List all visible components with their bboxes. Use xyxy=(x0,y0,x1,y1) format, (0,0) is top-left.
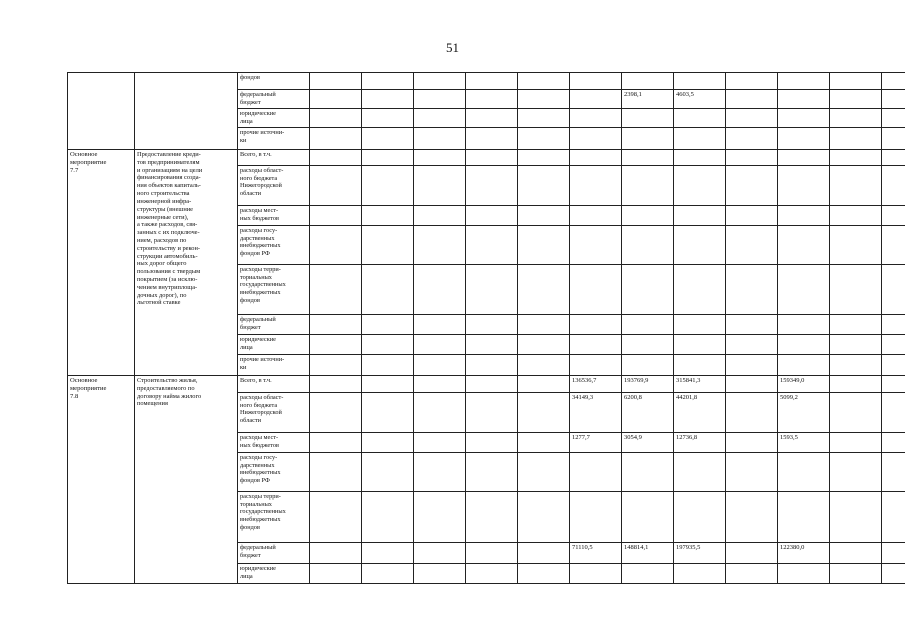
value-cell xyxy=(414,453,466,492)
value-cell xyxy=(518,564,570,584)
value-cell xyxy=(414,73,466,90)
value-cell xyxy=(518,265,570,315)
value-cell xyxy=(518,376,570,393)
value-cell xyxy=(466,492,518,543)
value-cell xyxy=(414,206,466,226)
value-cell xyxy=(310,376,362,393)
funding-source: Всего, в т.ч. xyxy=(238,150,310,166)
value-cell xyxy=(622,128,674,150)
value-cell xyxy=(362,433,414,453)
value-cell xyxy=(310,109,362,128)
value-cell xyxy=(882,150,905,166)
funding-source: федеральный бюджет xyxy=(238,543,310,564)
measure-description xyxy=(135,73,238,150)
measure-label xyxy=(68,73,135,150)
value-cell xyxy=(570,265,622,315)
value-cell xyxy=(414,109,466,128)
measure-description: Предоставление креди- тов предпринимателям и организациям на цели финансирования созда- ния объектов капиталь- ного строительства инженерной инфра- структуры (внешние инженерные сети), а также расходов, свя- занных с их подключе- нием, расходов по строительству и рекон- струкции автомобиль- ных дорог общего пользования с твердым покрытием (за исклю- чением внутриплоща- дочных дорог), по льготной ставке xyxy=(135,150,238,376)
value-cell xyxy=(310,150,362,166)
value-cell xyxy=(778,265,830,315)
value-cell xyxy=(726,543,778,564)
funding-source: федеральный бюджет xyxy=(238,315,310,335)
value-cell xyxy=(310,166,362,206)
value-cell xyxy=(830,166,882,206)
value-cell xyxy=(674,335,726,355)
value-cell xyxy=(882,265,905,315)
value-cell xyxy=(362,453,414,492)
value-cell xyxy=(466,315,518,335)
value-cell xyxy=(414,433,466,453)
value-cell xyxy=(622,453,674,492)
value-cell xyxy=(518,492,570,543)
value-cell xyxy=(518,335,570,355)
value-cell: 34149,3 xyxy=(570,393,622,433)
value-cell xyxy=(570,335,622,355)
value-cell xyxy=(570,150,622,166)
value-cell xyxy=(882,355,905,376)
value-cell xyxy=(830,226,882,265)
value-cell xyxy=(518,90,570,109)
value-cell xyxy=(882,376,905,393)
value-cell xyxy=(466,166,518,206)
value-cell xyxy=(362,315,414,335)
value-cell xyxy=(778,564,830,584)
value-cell xyxy=(622,166,674,206)
value-cell xyxy=(830,492,882,543)
funding-source: Всего, в т.ч. xyxy=(238,376,310,393)
value-cell xyxy=(466,90,518,109)
value-cell xyxy=(830,206,882,226)
value-cell xyxy=(778,315,830,335)
funding-source: расходы терри- ториальных государственных внебюджетных фондов xyxy=(238,492,310,543)
value-cell xyxy=(726,393,778,433)
value-cell xyxy=(674,564,726,584)
value-cell xyxy=(466,150,518,166)
value-cell xyxy=(882,166,905,206)
value-cell xyxy=(310,90,362,109)
value-cell xyxy=(570,73,622,90)
value-cell xyxy=(674,206,726,226)
value-cell xyxy=(362,265,414,315)
value-cell: 44201,8 xyxy=(674,393,726,433)
funding-source: прочие источни- ки xyxy=(238,355,310,376)
value-cell xyxy=(830,393,882,433)
value-cell xyxy=(414,90,466,109)
value-cell xyxy=(882,564,905,584)
value-cell xyxy=(362,543,414,564)
value-cell xyxy=(570,109,622,128)
value-cell xyxy=(414,150,466,166)
value-cell xyxy=(310,492,362,543)
value-cell xyxy=(778,335,830,355)
funding-source: расходы госу- дарственных внебюджетных фондов РФ xyxy=(238,226,310,265)
funding-source: прочие источни- ки xyxy=(238,128,310,150)
value-cell xyxy=(362,393,414,433)
value-cell xyxy=(674,166,726,206)
value-cell xyxy=(518,166,570,206)
value-cell xyxy=(310,265,362,315)
value-cell xyxy=(466,73,518,90)
value-cell xyxy=(362,335,414,355)
value-cell xyxy=(830,543,882,564)
value-cell: 4603,5 xyxy=(674,90,726,109)
value-cell xyxy=(622,226,674,265)
value-cell xyxy=(570,128,622,150)
value-cell xyxy=(778,492,830,543)
funding-source: расходы мест- ных бюджетов xyxy=(238,433,310,453)
value-cell xyxy=(518,433,570,453)
value-cell xyxy=(570,453,622,492)
value-cell xyxy=(778,166,830,206)
value-cell xyxy=(310,335,362,355)
value-cell xyxy=(778,226,830,265)
value-cell xyxy=(726,109,778,128)
value-cell xyxy=(362,109,414,128)
value-cell xyxy=(570,492,622,543)
value-cell xyxy=(362,150,414,166)
value-cell xyxy=(830,90,882,109)
value-cell xyxy=(674,492,726,543)
value-cell xyxy=(830,73,882,90)
value-cell xyxy=(726,265,778,315)
value-cell xyxy=(466,128,518,150)
value-cell xyxy=(518,453,570,492)
value-cell: 136536,7 xyxy=(570,376,622,393)
value-cell xyxy=(778,128,830,150)
value-cell xyxy=(570,206,622,226)
value-cell xyxy=(778,355,830,376)
value-cell xyxy=(830,109,882,128)
value-cell xyxy=(622,73,674,90)
value-cell xyxy=(674,453,726,492)
value-cell xyxy=(674,226,726,265)
value-cell xyxy=(310,128,362,150)
value-cell xyxy=(362,492,414,543)
value-cell xyxy=(778,206,830,226)
value-cell xyxy=(830,128,882,150)
value-cell xyxy=(622,335,674,355)
value-cell xyxy=(726,73,778,90)
measure-description: Строительство жилья, предоставляемого по договору найма жилого помещения xyxy=(135,376,238,584)
value-cell xyxy=(310,393,362,433)
value-cell xyxy=(518,355,570,376)
value-cell xyxy=(622,265,674,315)
value-cell xyxy=(778,109,830,128)
value-cell xyxy=(466,335,518,355)
value-cell xyxy=(622,206,674,226)
value-cell xyxy=(882,315,905,335)
value-cell xyxy=(674,73,726,90)
table-row xyxy=(68,150,905,166)
value-cell xyxy=(362,376,414,393)
value-cell xyxy=(674,109,726,128)
value-cell xyxy=(882,492,905,543)
value-cell xyxy=(882,433,905,453)
value-cell xyxy=(726,128,778,150)
value-cell: 3054,9 xyxy=(622,433,674,453)
value-cell xyxy=(414,393,466,433)
value-cell xyxy=(726,90,778,109)
value-cell xyxy=(466,376,518,393)
value-cell xyxy=(414,265,466,315)
value-cell: 193769,9 xyxy=(622,376,674,393)
value-cell xyxy=(518,109,570,128)
value-cell xyxy=(882,73,905,90)
value-cell xyxy=(414,564,466,584)
value-cell xyxy=(466,226,518,265)
value-cell xyxy=(882,543,905,564)
value-cell xyxy=(622,109,674,128)
value-cell xyxy=(466,543,518,564)
value-cell xyxy=(882,453,905,492)
value-cell xyxy=(570,166,622,206)
page-number: 51 xyxy=(446,40,459,55)
value-cell xyxy=(830,564,882,584)
value-cell xyxy=(414,335,466,355)
value-cell xyxy=(882,335,905,355)
value-cell: 148814,1 xyxy=(622,543,674,564)
value-cell xyxy=(570,355,622,376)
value-cell xyxy=(414,543,466,564)
value-cell xyxy=(362,90,414,109)
value-cell xyxy=(778,150,830,166)
value-cell xyxy=(466,206,518,226)
value-cell xyxy=(414,492,466,543)
measure-label: Основное мероприятие 7.7 xyxy=(68,150,135,376)
value-cell xyxy=(830,433,882,453)
value-cell xyxy=(674,265,726,315)
value-cell xyxy=(466,109,518,128)
value-cell xyxy=(830,376,882,393)
value-cell: 159349,0 xyxy=(778,376,830,393)
value-cell xyxy=(882,128,905,150)
value-cell xyxy=(882,90,905,109)
value-cell xyxy=(570,226,622,265)
value-cell xyxy=(726,564,778,584)
value-cell xyxy=(310,564,362,584)
funding-source: юридические лица xyxy=(238,564,310,584)
value-cell xyxy=(310,453,362,492)
value-cell xyxy=(674,150,726,166)
value-cell xyxy=(830,150,882,166)
value-cell xyxy=(726,335,778,355)
value-cell xyxy=(414,128,466,150)
table-row xyxy=(68,376,905,393)
value-cell xyxy=(466,564,518,584)
value-cell xyxy=(466,393,518,433)
value-cell xyxy=(362,564,414,584)
value-cell xyxy=(518,206,570,226)
value-cell xyxy=(622,355,674,376)
funding-source: расходы област- ного бюджета Нижегородской области xyxy=(238,166,310,206)
value-cell: 1593,5 xyxy=(778,433,830,453)
value-cell: 5099,2 xyxy=(778,393,830,433)
value-cell xyxy=(414,376,466,393)
table-row xyxy=(68,73,905,90)
value-cell xyxy=(778,90,830,109)
value-cell xyxy=(726,376,778,393)
value-cell xyxy=(362,206,414,226)
funding-source: расходы мест- ных бюджетов xyxy=(238,206,310,226)
value-cell xyxy=(310,543,362,564)
value-cell: 122380,0 xyxy=(778,543,830,564)
value-cell xyxy=(674,355,726,376)
value-cell xyxy=(622,315,674,335)
value-cell xyxy=(310,206,362,226)
value-cell xyxy=(882,226,905,265)
funding-source: федеральный бюджет xyxy=(238,90,310,109)
value-cell xyxy=(310,355,362,376)
value-cell xyxy=(830,355,882,376)
value-cell xyxy=(882,206,905,226)
value-cell xyxy=(726,315,778,335)
value-cell xyxy=(466,265,518,315)
value-cell xyxy=(726,150,778,166)
value-cell: 315841,3 xyxy=(674,376,726,393)
funding-source: юридические лица xyxy=(238,109,310,128)
value-cell xyxy=(466,453,518,492)
value-cell xyxy=(830,315,882,335)
value-cell xyxy=(518,226,570,265)
funding-source: юридические лица xyxy=(238,335,310,355)
value-cell xyxy=(362,166,414,206)
value-cell xyxy=(518,150,570,166)
value-cell: 1277,7 xyxy=(570,433,622,453)
value-cell xyxy=(362,226,414,265)
value-cell xyxy=(414,226,466,265)
value-cell xyxy=(778,73,830,90)
funding-source: расходы терри- ториальных государственных внебюджетных фондов xyxy=(238,265,310,315)
value-cell: 6200,8 xyxy=(622,393,674,433)
value-cell xyxy=(310,433,362,453)
value-cell xyxy=(622,492,674,543)
value-cell xyxy=(414,315,466,335)
value-cell xyxy=(726,226,778,265)
value-cell xyxy=(466,355,518,376)
value-cell xyxy=(882,109,905,128)
value-cell xyxy=(726,166,778,206)
value-cell xyxy=(882,393,905,433)
value-cell xyxy=(310,226,362,265)
value-cell xyxy=(518,315,570,335)
value-cell xyxy=(622,564,674,584)
value-cell xyxy=(622,150,674,166)
value-cell xyxy=(570,564,622,584)
value-cell xyxy=(726,433,778,453)
value-cell xyxy=(362,355,414,376)
value-cell xyxy=(518,393,570,433)
value-cell xyxy=(830,453,882,492)
value-cell xyxy=(674,315,726,335)
value-cell xyxy=(362,128,414,150)
value-cell xyxy=(518,128,570,150)
funding-source: расходы област- ного бюджета Нижегородской области xyxy=(238,393,310,433)
value-cell xyxy=(414,355,466,376)
value-cell xyxy=(310,73,362,90)
value-cell xyxy=(830,335,882,355)
value-cell: 2398,1 xyxy=(622,90,674,109)
value-cell xyxy=(726,355,778,376)
value-cell xyxy=(518,73,570,90)
value-cell xyxy=(726,453,778,492)
value-cell xyxy=(674,128,726,150)
value-cell xyxy=(466,433,518,453)
value-cell xyxy=(778,453,830,492)
value-cell xyxy=(518,543,570,564)
value-cell: 12736,8 xyxy=(674,433,726,453)
budget-table xyxy=(67,72,905,584)
value-cell xyxy=(830,265,882,315)
value-cell xyxy=(726,206,778,226)
value-cell xyxy=(310,315,362,335)
value-cell xyxy=(726,492,778,543)
funding-source: расходы госу- дарственных внебюджетных фондов РФ xyxy=(238,453,310,492)
value-cell xyxy=(362,73,414,90)
measure-label: Основное мероприятие 7.8 xyxy=(68,376,135,584)
value-cell xyxy=(414,166,466,206)
funding-source: фондов xyxy=(238,73,310,90)
value-cell: 197935,5 xyxy=(674,543,726,564)
value-cell: 71110,5 xyxy=(570,543,622,564)
value-cell xyxy=(570,90,622,109)
value-cell xyxy=(570,315,622,335)
